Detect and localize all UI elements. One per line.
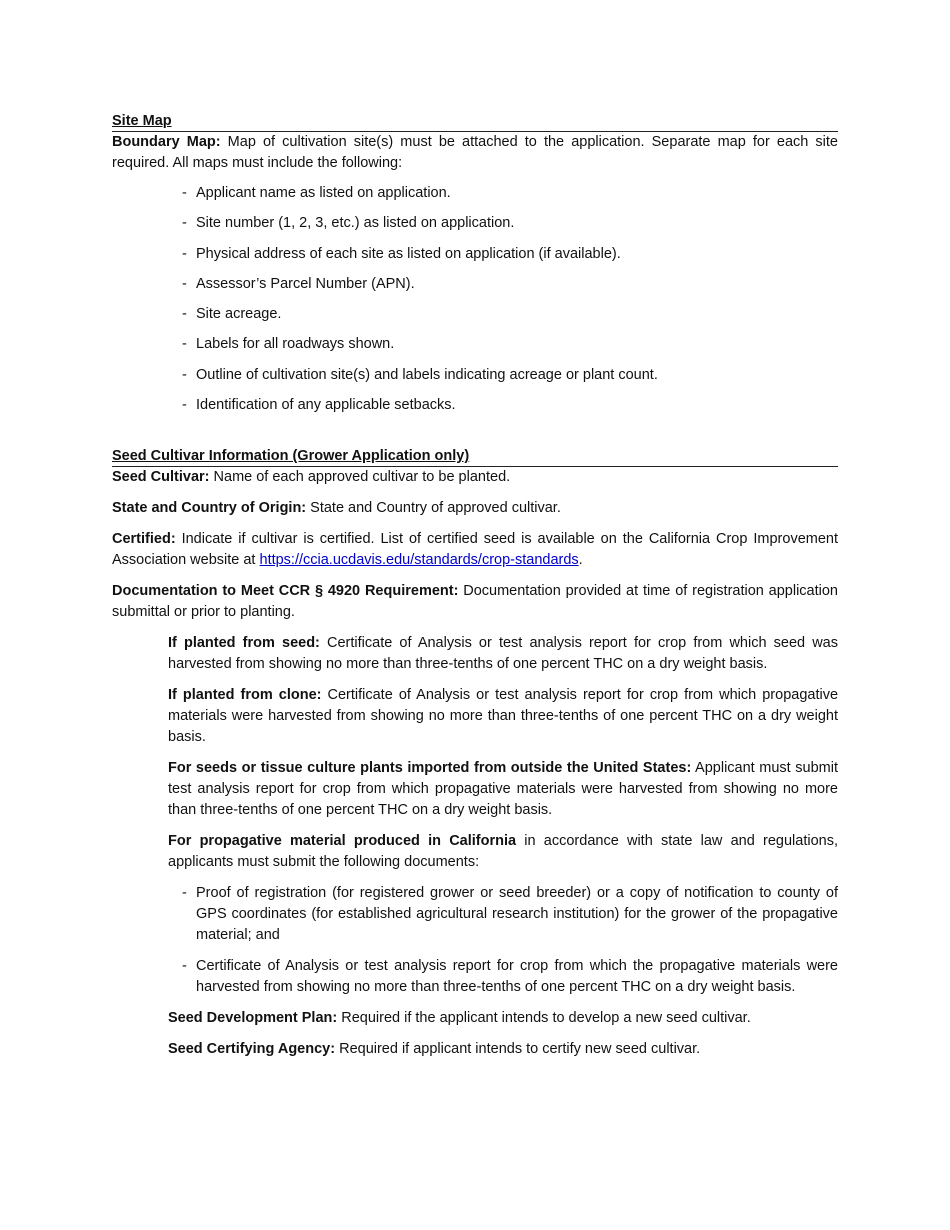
list-item-text: Certificate of Analysis or test analysis report for crop from which the propagative materials were harvested from showing no more than three-tenths of one percent THC on a dry weight basis. <box>196 958 838 996</box>
seed-cultivar-paragraph <box>112 467 838 488</box>
list-item <box>182 244 838 265</box>
certified-paragraph <box>112 529 838 571</box>
certified-end: . <box>578 552 583 569</box>
map-requirements-list <box>182 183 838 416</box>
list-item <box>182 183 838 204</box>
imported-paragraph <box>168 758 838 821</box>
development-plan-label: Seed Development Plan: <box>168 1010 338 1027</box>
documentation-details <box>168 633 838 883</box>
from-seed-label: If planted from seed: <box>168 635 320 652</box>
ccia-standards-link[interactable]: https://ccia.ucdavis.edu/standards/crop-standards <box>259 552 579 569</box>
certified-text: Indicate if cultivar is certified. List of certified seed is available on the California Crop Improvement Association website at <box>112 531 838 569</box>
certifying-agency-paragraph <box>168 1039 838 1060</box>
list-item <box>182 956 838 998</box>
list-item-text: Applicant name as listed on application. <box>196 185 451 201</box>
site-map-heading: Site Map <box>112 112 838 132</box>
california-documents-list <box>182 883 838 998</box>
list-item <box>182 334 838 355</box>
dash-bullet: - <box>182 336 187 353</box>
dash-bullet: - <box>182 275 187 292</box>
california-label: For propagative material produced in California <box>168 833 517 850</box>
from-clone-text: Certificate of Analysis or test analysis report for crop from which propagative materials were harvested from showing no more than three-tenths of one percent THC on a dry weight basis. <box>168 687 839 746</box>
boundary-map-text: Map of cultivation site(s) must be attached to the application. Separate map for each site required. All maps must include the following: <box>112 134 838 171</box>
list-item-text: Labels for all roadways shown. <box>196 336 395 353</box>
seed-plan-details <box>168 1008 838 1060</box>
from-seed-text: Certificate of Analysis or test analysis report for crop from which seed was harvested from showing no more than three-tenths of one percent THC on a dry weight basis. <box>168 635 838 673</box>
dash-bullet: - <box>182 885 187 902</box>
list-item <box>182 365 838 386</box>
list-item-text: Assessor’s Parcel Number (APN). <box>196 275 415 292</box>
origin-label: State and Country of Origin: <box>112 500 307 517</box>
list-item <box>182 883 838 946</box>
seed-cultivar-heading: Seed Cultivar Information (Grower Application only) <box>112 447 838 467</box>
documentation-paragraph <box>112 581 838 623</box>
origin-text: State and Country of approved cultivar. <box>306 500 561 517</box>
origin-paragraph <box>112 498 838 519</box>
dash-bullet: - <box>182 306 187 323</box>
list-item <box>182 213 838 234</box>
california-paragraph <box>168 831 838 873</box>
from-clone-paragraph <box>168 685 838 748</box>
certified-label: Certified: <box>112 531 176 548</box>
certifying-agency-label: Seed Certifying Agency: <box>168 1041 336 1058</box>
document-content <box>112 112 838 1060</box>
documentation-label: Documentation to Meet CCR § 4920 Requirement: <box>112 583 459 600</box>
california-text: in accordance with state law and regulations, applicants must submit the following documents: <box>168 833 838 871</box>
boundary-map-label: Boundary Map: <box>112 134 221 150</box>
certifying-agency-text: Required if applicant intends to certify new seed cultivar. <box>335 1041 701 1058</box>
from-seed-paragraph <box>168 633 838 675</box>
list-item-text: Outline of cultivation site(s) and labels indicating acreage or plant count. <box>196 366 658 383</box>
list-item <box>182 304 838 325</box>
imported-text: Applicant must submit test analysis report for crop from which propagative materials were harvested from showing no more than three-tenths of one percent THC on a dry weight basis. <box>168 760 838 819</box>
seed-cultivar-text: Name of each approved cultivar to be planted. <box>209 469 511 486</box>
seed-cultivar-label: Seed Cultivar: <box>112 469 210 486</box>
dash-bullet: - <box>182 397 187 414</box>
dash-bullet: - <box>182 215 187 232</box>
dash-bullet: - <box>182 185 187 201</box>
list-item <box>182 395 838 416</box>
development-plan-text: Required if the applicant intends to develop a new seed cultivar. <box>337 1010 751 1027</box>
dash-bullet: - <box>182 958 187 975</box>
list-item-text: Site number (1, 2, 3, etc.) as listed on application. <box>196 215 515 232</box>
from-clone-label: If planted from clone: <box>168 687 322 704</box>
documentation-text: Documentation provided at time of registration application submittal or prior to planting. <box>112 583 839 621</box>
list-item-text: Identification of any applicable setbacks. <box>196 397 456 414</box>
boundary-map-paragraph <box>112 132 838 174</box>
list-item-text: Site acreage. <box>196 306 282 323</box>
imported-label: For seeds or tissue culture plants imported from outside the United States: <box>168 760 692 777</box>
dash-bullet: - <box>182 366 187 383</box>
list-item-text: Physical address of each site as listed on application (if available). <box>196 245 621 262</box>
dash-bullet: - <box>182 245 187 262</box>
development-plan-paragraph <box>168 1008 838 1029</box>
list-item-text: Proof of registration (for registered grower or seed breeder) or a copy of notification to county of GPS coordinates (for established agricultural research institution) for the grower of the propagative material; and <box>196 885 838 944</box>
list-item <box>182 274 838 295</box>
